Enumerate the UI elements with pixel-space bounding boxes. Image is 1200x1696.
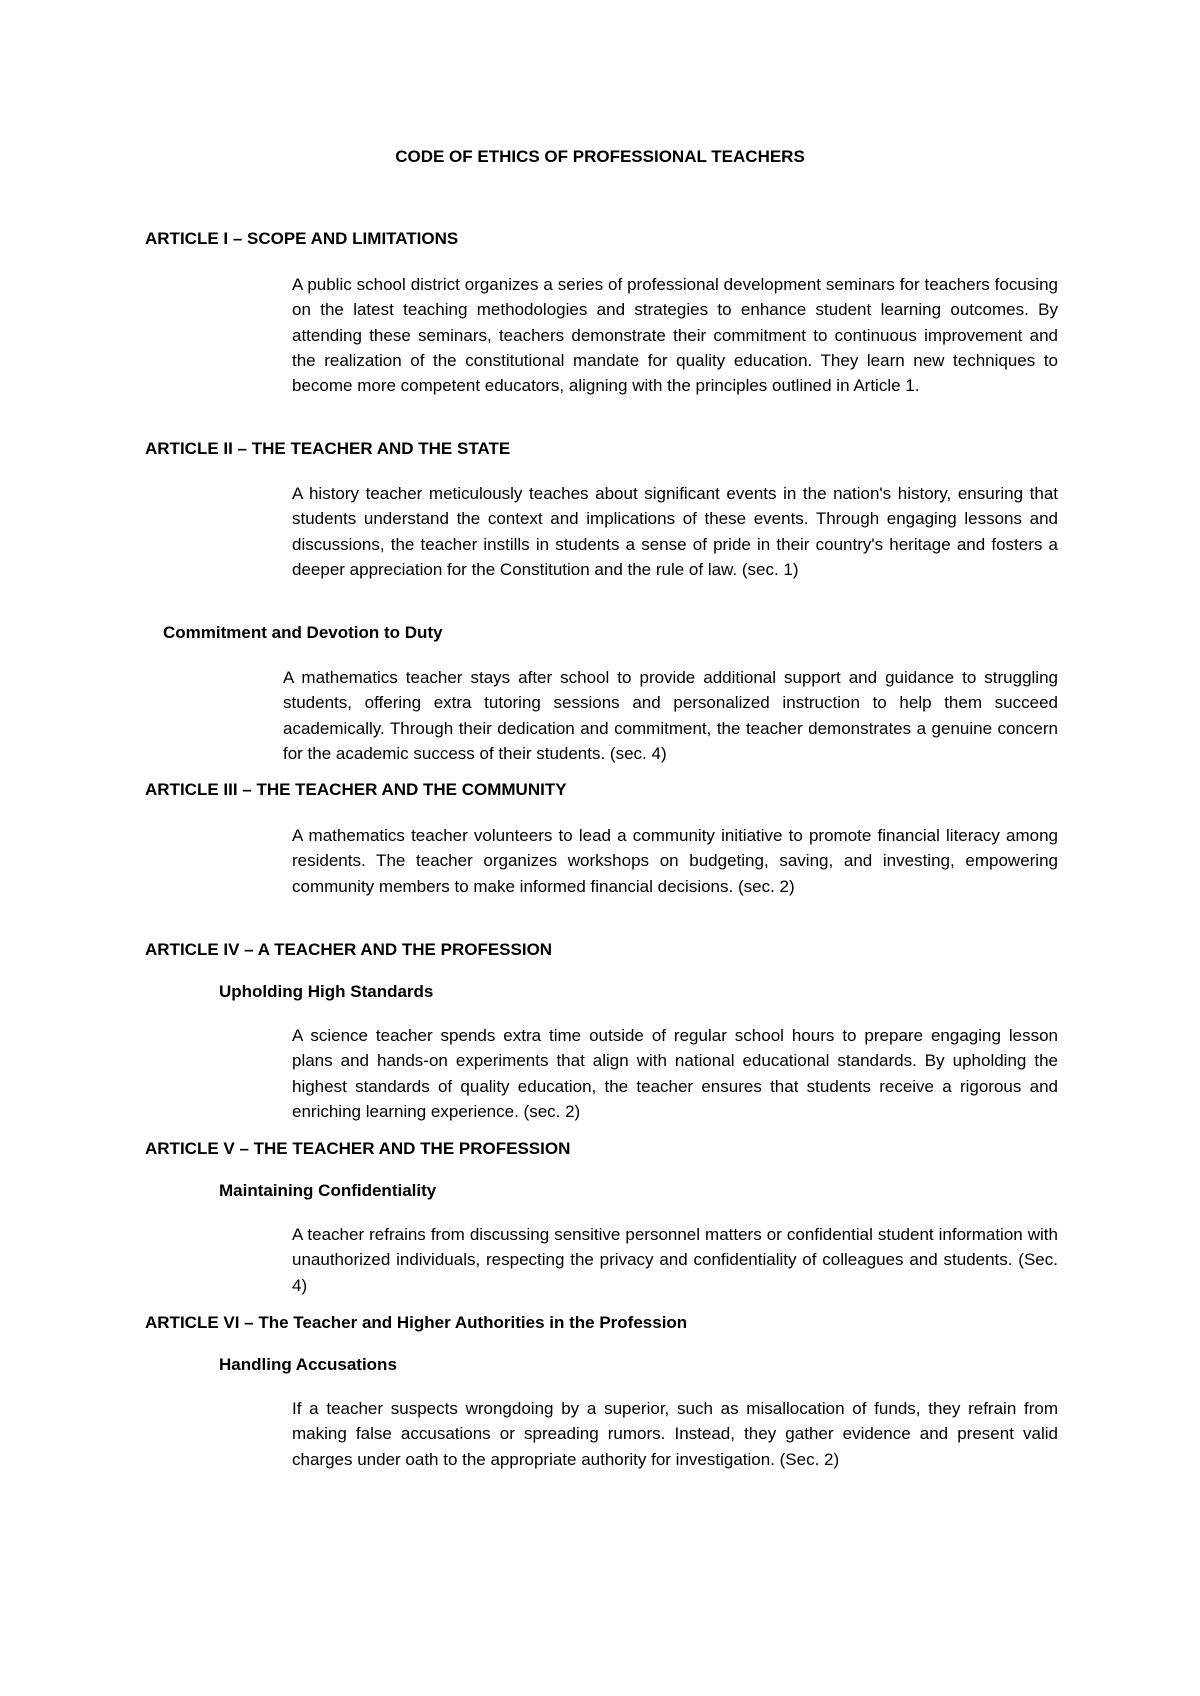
document-title: CODE OF ETHICS OF PROFESSIONAL TEACHERS — [395, 147, 805, 166]
article-3-paragraph: A mathematics teacher volunteers to lead a community initiative to promote financial literacy among residents. The teacher organizes workshops on budgeting, saving, and investing, empowering community members to make informed financial decisions. (sec. 2) — [292, 826, 1058, 896]
article-5-paragraph: A teacher refrains from discussing sensitive personnel matters or confidential student information with unauthorized individuals, respecting the privacy and confidentiality of colleagues and students. (Sec. 4) — [292, 1225, 1058, 1295]
article-4-heading: ARTICLE IV – A TEACHER AND THE PROFESSION — [145, 940, 553, 959]
article-6-heading: ARTICLE VI – The Teacher and Higher Authorities in the Profession — [145, 1313, 688, 1332]
article-5-heading: ARTICLE V – THE TEACHER AND THE PROFESSION — [145, 1139, 571, 1158]
article-4-subheading: Upholding High Standards — [219, 982, 434, 1001]
article-1-paragraph: A public school district organizes a series of professional development seminars for teachers focusing on the latest teaching methodologies and strategies to enhance student learning outcomes. By attending these seminars, teachers demonstrate their commitment to continuous improvement and the realization of the constitutional mandate for quality education. They learn new techniques to become more competent educators, aligning with the principles outlined in Article 1. — [292, 275, 1058, 396]
article-2-paragraph: A history teacher meticulously teaches about significant events in the nation's history, ensuring that students understand the context and implications of these events. Through engaging lessons and discussions, the teacher instills in students a sense of pride in their country's heritage and fosters a deeper appreciation for the Constitution and the rule of law. (sec. 1) — [292, 484, 1058, 579]
article-2-subparagraph: A mathematics teacher stays after school to provide additional support and guidance to struggling students, offering extra tutoring sessions and personalized instruction to help them succeed academically. Through their dedication and commitment, the teacher demonstrates a genuine concern for the academic success of their students. (sec. 4) — [283, 668, 1058, 763]
article-2-heading: ARTICLE II – THE TEACHER AND THE STATE — [145, 439, 511, 458]
article-4-paragraph: A science teacher spends extra time outside of regular school hours to prepare engaging lesson plans and hands-on experiments that align with national educational standards. By upholding the highest standards of quality education, the teacher ensures that students receive a rigorous and enriching learning experience. (sec. 2) — [292, 1026, 1058, 1121]
article-6-subheading: Handling Accusations — [219, 1355, 397, 1374]
article-3-heading: ARTICLE III – THE TEACHER AND THE COMMUNITY — [145, 780, 567, 799]
article-5-subheading: Maintaining Confidentiality — [219, 1181, 437, 1200]
article-6-paragraph: If a teacher suspects wrongdoing by a superior, such as misallocation of funds, they refrain from making false accusations or spreading rumors. Instead, they gather evidence and present valid charges under oath to the appropriate authority for investigation. (Sec. 2) — [292, 1399, 1058, 1469]
article-1-heading: ARTICLE I – SCOPE AND LIMITATIONS — [145, 229, 459, 248]
article-2-subheading: Commitment and Devotion to Duty — [163, 623, 443, 642]
